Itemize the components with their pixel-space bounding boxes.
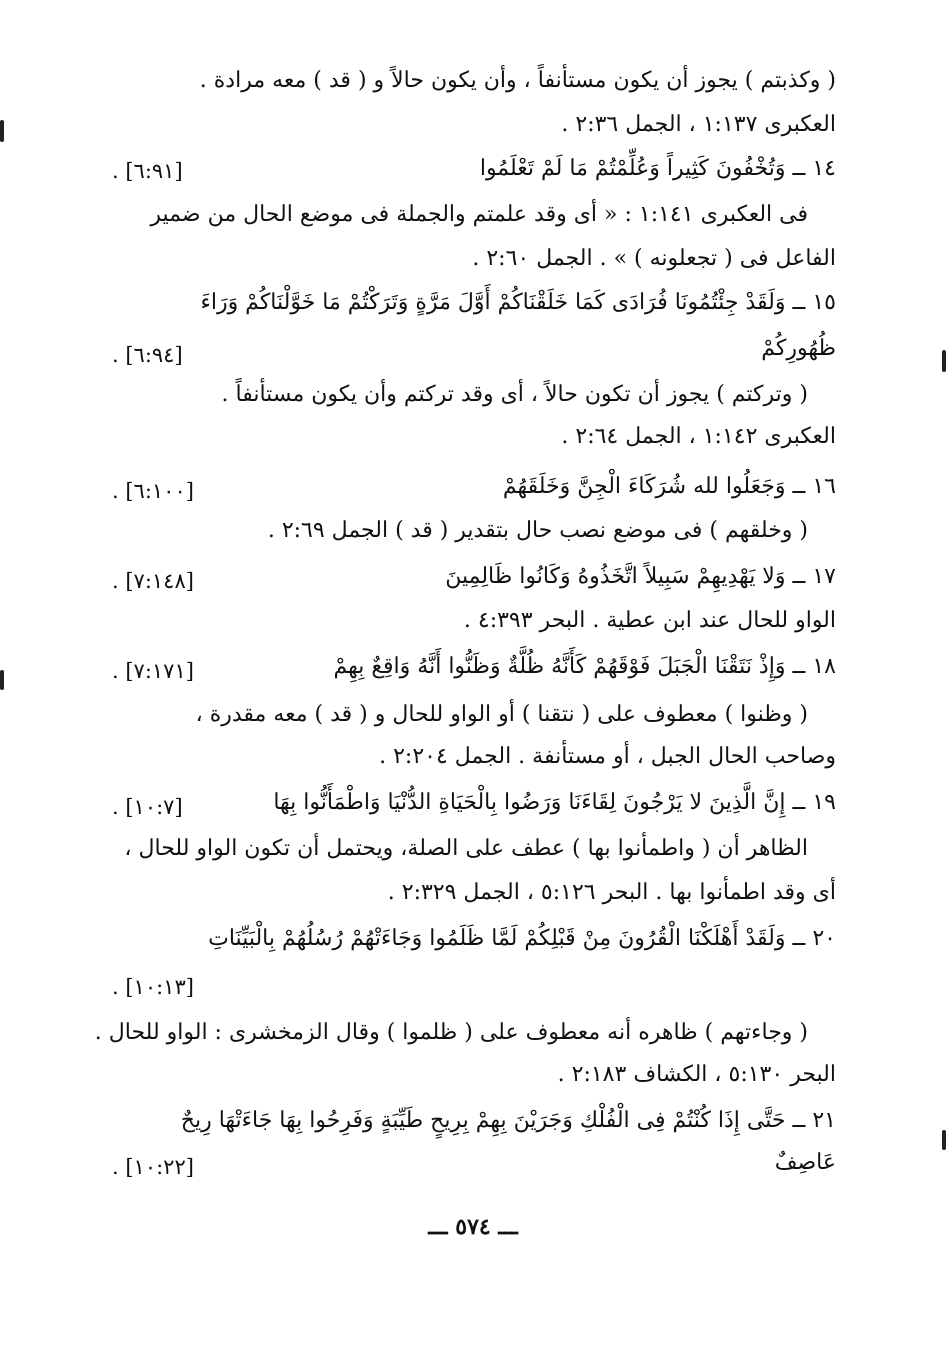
text-line-5: الفاعل فى ( تجعلونه ) » . الجمل ٢:٦٠ . [472, 246, 836, 271]
verse-16: ١٦ ــ وَجَعَلُوا لله شُرَكَاءَ الْجِنَّ وَخَلَقَهُمْ [502, 474, 836, 499]
text-line-9: العكبرى ١:١٤٢ ، الجمل ٢:٦٤ . [561, 424, 836, 449]
text-line-18: الظاهر أن ( واطمأنوا بها ) عطف على الصلة، ويحتمل أن تكون الواو للحال ، [124, 836, 808, 861]
text-line-13: الواو للحال عند ابن عطية . البحر ٤:٣٩٣ . [463, 608, 836, 633]
text-line-21: ( وجاءتهم ) ظاهره أنه معطوف على ( ظلموا ) وقال الزمخشرى : الواو للحال . [94, 1020, 808, 1045]
text-line-2: العكبرى ١:١٣٧ ، الجمل ٢:٣٦ . [561, 112, 836, 137]
verse-15: ١٥ ــ وَلَقَدْ جِئْتُمُونَا فُرَادَى كَمَا خَلَقْنَاكُمْ أَوَّلَ مَرَّةٍ وَتَرَكْتُمْ مَا خَوَّلْنَاكُمْ وَرَاءَ [200, 290, 836, 315]
verse-17-reference: . [٧:١٤٨] [112, 569, 194, 593]
verse-20-reference: . [١٠:١٣] [112, 975, 194, 999]
verse-21-reference: . [١٠:٢٢] [112, 1155, 194, 1179]
text-line-4: فى العكبرى ١:١٤١ : « أى وقد علمتم والجملة فى موضع الحال من ضمير [150, 202, 808, 227]
verse-20: ٢٠ ــ وَلَقَدْ أَهْلَكْنَا الْقُرُونَ مِنْ قَبْلِكُمْ لَمَّا ظَلَمُوا وَجَاءَتْهُمْ رُسُلُهُمْ بِالْبَيِّنَاتِ [208, 926, 836, 951]
verse-19-reference: . [١٠:٧] [112, 795, 183, 819]
verse-21: ٢١ ــ حَتَّى إِذَا كُنْتُمْ فِى الْفُلْكِ وَجَرَيْنَ بِهِمْ بِرِيحٍ طَيِّبَةٍ وَفَرِحُوا بِهَا جَاءَتْهَا رِيحٌ [180, 1108, 836, 1133]
verse-14: ١٤ ــ وَتُخْفُونَ كَثِيراً وَعُلِّمْتُمْ مَا لَمْ تَعْلَمُوا [479, 156, 836, 181]
verse-15-continued: ظُهُورِكُمْ [761, 336, 836, 361]
verse-18-reference: . [٧:١٧١] [112, 659, 194, 683]
verse-21-continued: عَاصِفٌ [774, 1150, 836, 1175]
verse-16-reference: . [٦:١٠٠] [112, 479, 194, 503]
scan-edge-mark [0, 120, 4, 142]
scan-edge-mark [942, 350, 946, 372]
scan-edge-mark [0, 670, 4, 690]
scan-edge-mark [942, 1130, 946, 1150]
verse-14-reference: . [٦:٩١] [112, 159, 183, 183]
text-line-1: ( وكذبتم ) يجوز أن يكون مستأنفاً ، وأن يكون حالاً و ( قد ) معه مرادة . [199, 68, 836, 93]
verse-18: ١٨ ــ وَإِذْ نَتَقْنَا الْجَبَلَ فَوْقَهُمْ كَأَنَّهُ ظُلَّةٌ وَظَنُّوا أَنَّهُ وَاقِعٌ بِهِمْ [333, 654, 836, 679]
text-line-22: البحر ٥:١٣٠ ، الكشاف ٢:١٨٣ . [557, 1062, 836, 1087]
text-line-15: ( وظنوا ) معطوف على ( نتقنا ) أو الواو للحال و ( قد ) معه مقدرة ، [195, 702, 808, 727]
text-line-11: ( وخلقهم ) فى موضع نصب حال بتقدير ( قد ) الجمل ٢:٦٩ . [267, 518, 808, 543]
verse-15-reference: . [٦:٩٤] [112, 343, 183, 367]
verse-17: ١٧ ــ وَلا يَهْدِيهِمْ سَبِيلاً اتَّخَذُوهُ وَكَانُوا ظَالِمِينَ [445, 564, 836, 589]
text-line-8: ( وتركتم ) يجوز أن تكون حالاً ، أى وقد تركتم وأن يكون مستأنفاً . [221, 382, 808, 407]
page-number: ـــ ٥٧٤ ـــ [428, 1214, 518, 1240]
text-line-19: أى وقد اطمأنوا بها . البحر ٥:١٢٦ ، الجمل ٢:٣٢٩ . [387, 880, 836, 905]
text-line-16: وصاحب الحال الجبل ، أو مستأنفة . الجمل ٢:٢٠٤ . [379, 744, 836, 769]
verse-19: ١٩ ــ إِنَّ الَّذِينَ لا يَرْجُونَ لِقَاءَنَا وَرَضُوا بِالْحَيَاةِ الدُّنْيَا وَاطْمَأَنُّوا بِهَا [273, 790, 836, 815]
